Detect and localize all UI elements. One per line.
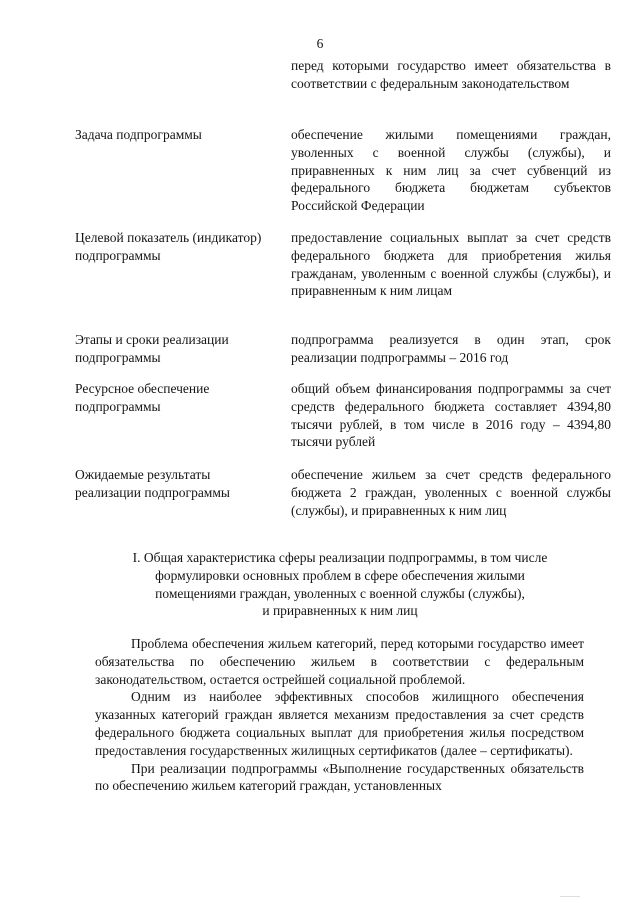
- body-paragraph: Проблема обеспечения жильем категорий, перед которыми государство имеет обязательства по обеспечению жильем в соответствии с федеральным законодательством, остается острейшей социальной проблемой.: [95, 636, 584, 687]
- passport-row-results-label: Ожидаемые результаты реализации подпрограммы: [75, 467, 230, 500]
- body-paragraph: Одним из наиболее эффективных способов жилищного обеспечения указанных категорий граждан является механизм предоставления за счет средств федерального бюджета социальных выплат для приобретения жилья посредством предоставления государственных жилищных сертификатов (далее – сертификаты).: [95, 689, 584, 758]
- passport-row-resources-label: Ресурсное обеспечение подпрограммы: [75, 381, 210, 414]
- passport-row-stages-value: подпрограмма реализуется в один этап, срок реализации подпрограммы – 2016 год: [291, 332, 611, 365]
- body-paragraph: При реализации подпрограммы «Выполнение государственных обязательств по обеспечению жильем категорий граждан, установленных: [95, 760, 584, 794]
- section-heading-line: формулировки основных проблем в сфере обеспечения жилыми: [155, 567, 525, 583]
- passport-row-indicator-value: предоставление социальных выплат за счет средств федерального бюджета для приобретения жилья гражданам, уволенным с военной службы (службы), и приравненным к ним лицам: [291, 230, 611, 299]
- passport-row-stages-label: Этапы и сроки реализации подпрограммы: [75, 332, 229, 365]
- section-heading-line: I. Общая характеристика сферы реализации подпрограммы, в том числе: [132, 550, 548, 565]
- scan-artifact: [560, 896, 580, 897]
- passport-row-resources-value: общий объем финансирования подпрограммы за счет средств федерального бюджета составляет 4394,80 тысячи рублей, в том числе в 2016 году – 4394,80 тысячи рублей: [291, 381, 611, 450]
- passport-row-results-value: обеспечение жильем за счет средств федерального бюджета 2 граждан, уволенных с военной службы (службы), и приравненных к ним лиц: [291, 467, 611, 518]
- page-number: 6: [316, 36, 324, 51]
- passport-continuation-value: перед которыми государство имеет обязательства в соответствии с федеральным законодательством: [291, 58, 611, 91]
- section-heading-line: помещениями граждан, уволенных с военной службы (службы),: [155, 585, 525, 601]
- passport-row-task-label: Задача подпрограммы: [75, 127, 202, 142]
- section-heading-line: и приравненных к ним лиц: [262, 603, 418, 619]
- passport-row-indicator-label: Целевой показатель (индикатор) подпрограммы: [75, 230, 262, 263]
- section-body: [95, 635, 584, 795]
- passport-row-task-value: обеспечение жилыми помещениями граждан, уволенных с военной службы (службы), и приравненных к ним лиц за счет субвенций из федерального бюджета бюджетам субъектов Российской Федерации: [291, 127, 611, 214]
- section-heading: [80, 549, 600, 620]
